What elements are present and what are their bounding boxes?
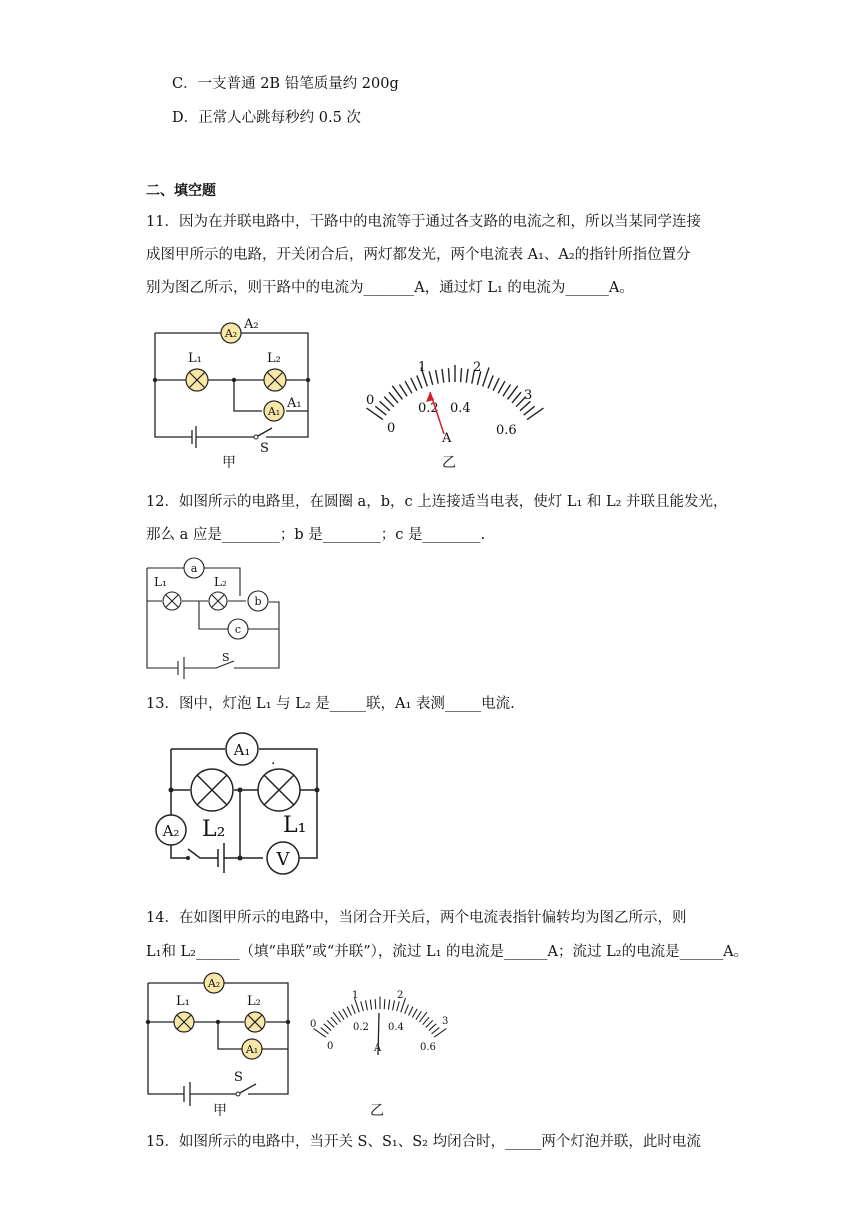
dial-unit: A	[374, 1043, 382, 1054]
voltmeter-v	[267, 842, 299, 874]
dial-minor-tick	[436, 370, 439, 384]
dial-minor-tick	[488, 375, 493, 388]
q14-caption-jia: 甲	[213, 1103, 227, 1119]
dial-bottom-tick-3: 0.6	[420, 1042, 436, 1053]
q11-line1: 11．因为在并联电路中，干路中的电流等于通过各支路的电流之和，所以当某同学连接	[146, 214, 701, 230]
dial-minor-tick	[493, 378, 499, 391]
dial-minor-tick	[339, 1011, 344, 1019]
q14-circuit-diagram	[144, 970, 304, 1100]
q11-line2: 成图甲所示的电路，开关闭合后，两灯都发光，两个电流表 A₁、A₂的指针所指位置分	[146, 247, 691, 263]
dial-minor-tick	[417, 375, 422, 388]
q14-line2: L₁和 L₂______（填“串联”或“并联”），流过 L₁ 的电流是______A；流过 L₂的电流是______A。	[146, 944, 749, 960]
dial-minor-tick	[321, 1028, 329, 1034]
dial-minor-tick	[426, 1020, 433, 1027]
dial-top-tick-1: 1	[418, 360, 427, 375]
dial-minor-tick	[324, 1024, 331, 1031]
dial-minor-tick	[429, 371, 433, 385]
dial-minor-tick	[384, 999, 385, 1009]
dial-minor-tick	[423, 1017, 429, 1025]
ammeter-a2	[204, 973, 224, 993]
q15-line1: 15．如图所示的电路中，当开关 S、S₁、S₂ 均闭合时，_____两个灯泡并联，此时电流	[146, 1134, 701, 1150]
dial-minor-tick	[361, 1001, 364, 1011]
q14-caption-yi: 乙	[370, 1103, 384, 1119]
q11-caption-jia: 甲	[222, 455, 236, 471]
l1-label: L₁	[283, 813, 307, 838]
dial-top-tick-3: 3	[442, 1016, 449, 1027]
dial-minor-tick	[466, 369, 468, 383]
a1-label: A₁	[287, 396, 302, 411]
dial-minor-tick	[370, 1000, 371, 1010]
ammeter-a2	[156, 815, 186, 845]
switch-label: S	[222, 651, 230, 664]
lamp-l1	[258, 769, 300, 811]
section-title: 二、填空题	[146, 183, 216, 199]
dial-minor-tick	[405, 381, 412, 393]
q14-line1: 14．在如图甲所示的电路中，当闭合开关后，两个电流表指针偏转均为图乙所示，则	[146, 910, 687, 926]
dial-minor-tick	[375, 406, 386, 415]
l2-label: L₂	[202, 817, 226, 842]
dial-minor-tick	[352, 1005, 356, 1014]
dial-minor-tick	[412, 1009, 417, 1018]
a1-symbol: A₁	[245, 1043, 259, 1056]
q12-line1: 12．如图所示的电路里，在圆圈 a，b，c 上连接适当电表，使灯 L₁ 和 L₂ 并联且能发光，	[146, 494, 728, 510]
dial-unit: A	[442, 431, 452, 446]
dial-major-tick	[483, 367, 489, 386]
dial-minor-tick	[393, 1000, 395, 1010]
stray-dot: .	[271, 752, 276, 768]
dial-minor-tick	[399, 384, 407, 396]
dial-minor-tick	[432, 1028, 440, 1034]
q14-ammeter-dial	[308, 985, 468, 1070]
dial-minor-tick	[327, 1020, 334, 1027]
q11-line3: 别为图乙所示，则干路中的电流为_______A，通过灯 L₁ 的电流为______A。	[146, 280, 634, 296]
l2-label: L₂	[247, 994, 261, 1009]
dial-minor-tick	[380, 401, 390, 410]
meter-c	[228, 619, 248, 639]
dial-minor-tick	[409, 1006, 413, 1015]
l2-label: L₂	[214, 575, 227, 589]
v-symbol: V	[276, 849, 290, 870]
option-c: C．一支普通 2B 铅笔质量约 200g	[172, 76, 399, 92]
q12-line2: 那么 a 应是________；b 是________；c 是________.	[146, 527, 486, 543]
switch-label: S	[234, 1070, 243, 1085]
dial-minor-tick	[503, 384, 511, 396]
lamp-l2	[245, 1012, 265, 1032]
dial-minor-tick	[343, 1009, 348, 1018]
dial-minor-tick	[461, 368, 462, 382]
dial-minor-tick	[429, 1024, 436, 1031]
meter-b	[248, 591, 268, 611]
q11-circuit-diagram	[146, 310, 326, 470]
dial-minor-tick	[411, 378, 417, 391]
dial-minor-tick	[397, 1001, 400, 1011]
dial-bottom-tick-0: 0	[327, 1041, 334, 1052]
dial-minor-tick	[331, 1017, 337, 1025]
meter-c-label: c	[234, 623, 242, 636]
a2-symbol: A₂	[224, 327, 238, 340]
dial-minor-tick	[389, 392, 398, 403]
l1-label: L₁	[176, 994, 190, 1009]
l2-label: L₂	[267, 351, 281, 366]
dial-bottom-tick-2: 0.4	[388, 1022, 404, 1033]
meter-b-label: b	[254, 595, 262, 608]
lamp-l1	[174, 1012, 194, 1032]
dial-bottom-tick-2: 0.4	[450, 401, 471, 416]
lamp-l2	[209, 592, 227, 610]
dial-minor-tick	[442, 369, 444, 383]
q11-ammeter-dial	[360, 352, 560, 462]
ammeter-a1	[226, 733, 258, 765]
dial-top-tick-2: 2	[473, 360, 482, 375]
dial-bottom-tick-3: 0.6	[496, 423, 517, 438]
ammeter-a1	[264, 401, 284, 421]
a2-symbol: A₂	[162, 822, 180, 840]
dial-minor-tick	[448, 368, 449, 382]
dial-top-tick-3: 3	[524, 388, 533, 403]
q12-circuit-diagram	[144, 555, 294, 675]
q13-circuit-diagram	[150, 728, 330, 868]
dial-minor-tick	[375, 999, 376, 1009]
ammeter-a2	[221, 323, 241, 343]
dial-minor-tick	[384, 397, 394, 407]
dial-ticks	[314, 997, 447, 1038]
dial-bottom-tick-0: 0	[387, 421, 396, 436]
dial-top-tick-0: 0	[310, 1019, 317, 1030]
l1-label: L₁	[154, 575, 167, 589]
dial-minor-tick	[388, 1000, 389, 1010]
dial-minor-tick	[347, 1006, 351, 1015]
lamp-l1	[186, 369, 208, 391]
q11-caption-yi: 乙	[442, 455, 456, 471]
dial-minor-tick	[524, 406, 535, 415]
dial-bottom-tick-1: 0.2	[353, 1022, 369, 1033]
a2-symbol: A₂	[207, 977, 221, 990]
a2-label: A₂	[244, 317, 259, 332]
option-d: D．正常人心跳每秒约 0.5 次	[172, 110, 361, 126]
switch-label: S	[260, 441, 269, 456]
a1-symbol: A₁	[233, 741, 251, 759]
a1-symbol: A₁	[267, 405, 281, 418]
meter-a	[184, 558, 204, 578]
dial-minor-tick	[405, 1005, 409, 1014]
dial-minor-tick	[365, 1000, 367, 1010]
meter-a-label: a	[190, 562, 198, 575]
lamp-l1	[163, 592, 181, 610]
lamp-l2	[191, 769, 233, 811]
dial-bottom-tick-1: 0.2	[418, 401, 439, 416]
q13-line1: 13．图中，灯泡 L₁ 与 L₂ 是_____联，A₁ 表测_____电流.	[146, 696, 515, 712]
dial-minor-tick	[416, 1011, 421, 1019]
dial-top-tick-0: 0	[366, 393, 375, 408]
dial-minor-tick	[512, 392, 521, 403]
lamp-l2	[264, 369, 286, 391]
dial-top-tick-1: 1	[352, 990, 359, 1001]
l1-label: L₁	[188, 351, 202, 366]
ammeter-a1	[242, 1039, 262, 1059]
dial-top-tick-2: 2	[397, 990, 404, 1001]
dial-minor-tick	[498, 381, 505, 393]
